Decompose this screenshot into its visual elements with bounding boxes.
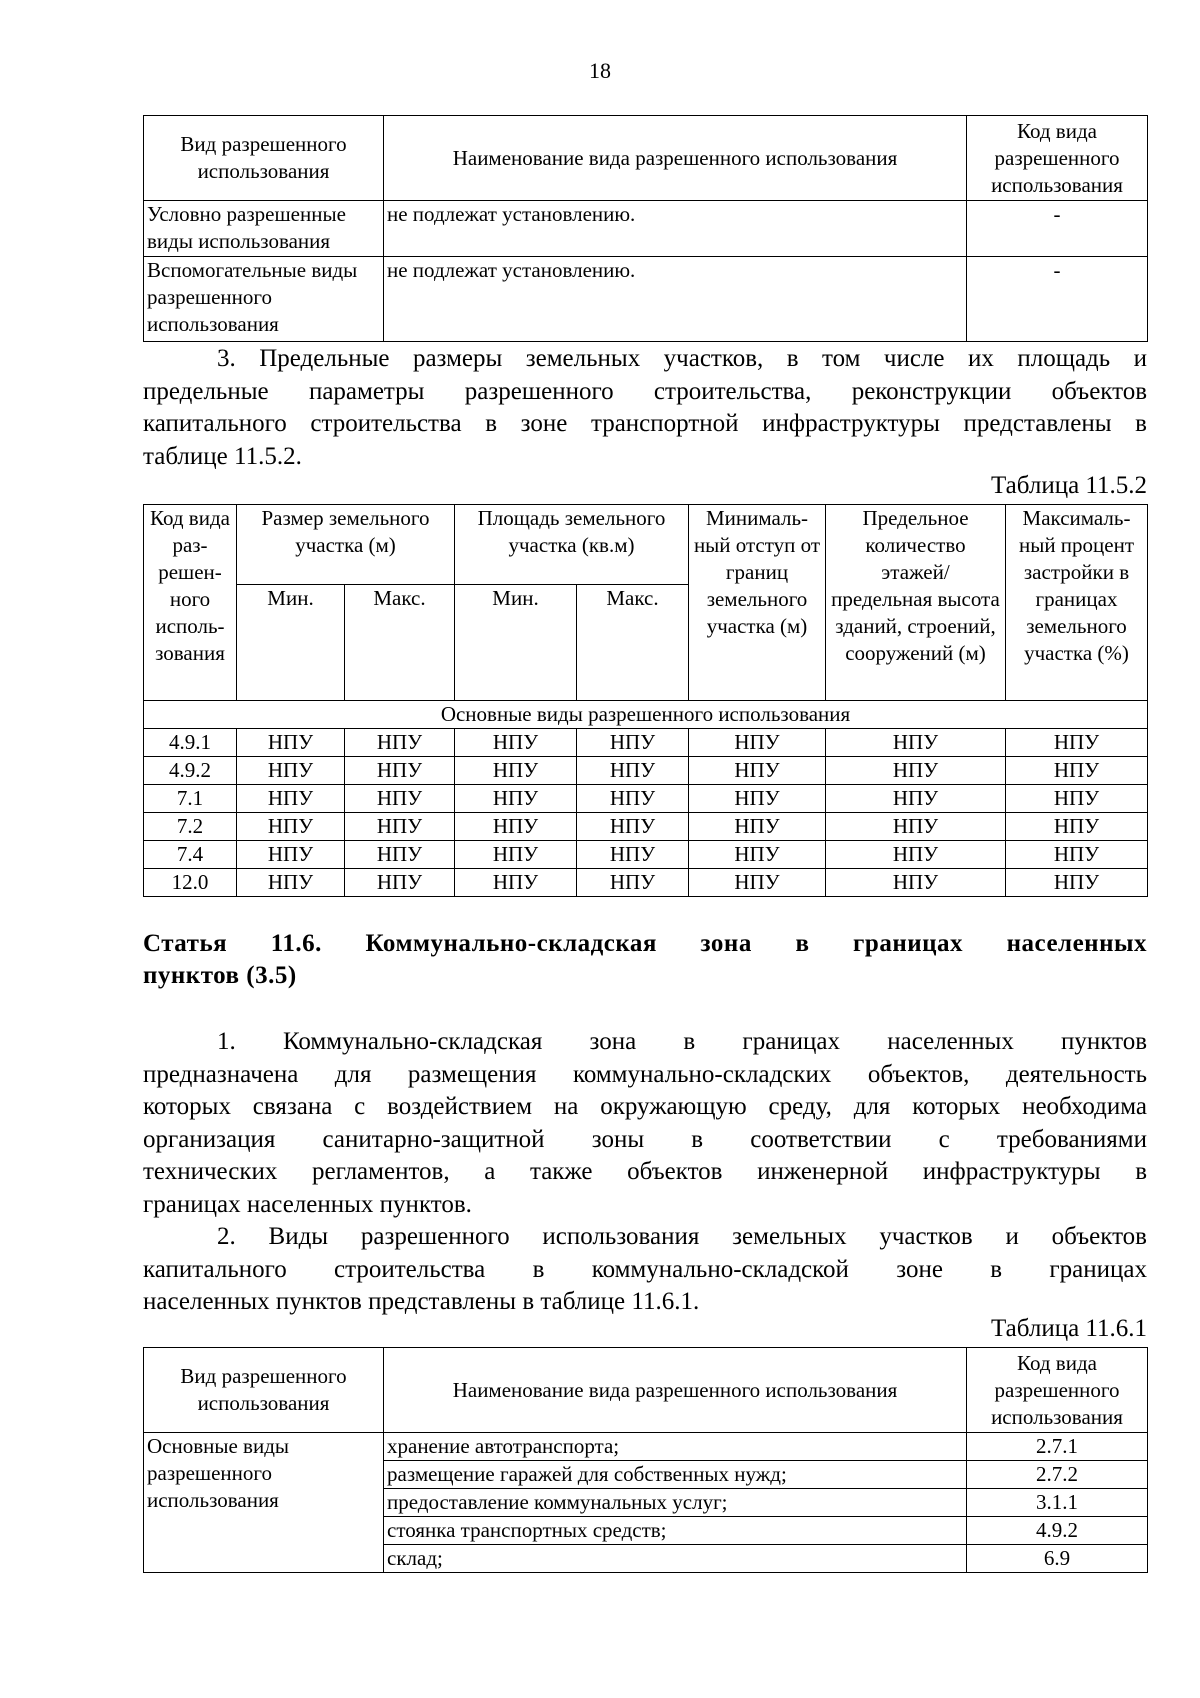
value-cell: НПУ <box>345 869 455 897</box>
value-cell: НПУ <box>826 841 1006 869</box>
heading-line: Статья 11.6. Коммунально-складская зона в границах населенных <box>143 930 1147 957</box>
table-row <box>144 729 1148 757</box>
article-heading <box>143 928 1147 992</box>
value-cell: НПУ <box>1006 869 1148 897</box>
text-line: таблице 11.5.2. <box>143 442 302 470</box>
text-line: капитального строительства в зоне транспортной инфраструктуры представлены в <box>143 410 1147 437</box>
value-cell: НПУ <box>826 813 1006 841</box>
use-kind-cell: Основные виды разрешенного использования <box>144 1433 384 1573</box>
table-row <box>144 201 1148 257</box>
table-caption-11-5-2: Таблица 11.5.2 <box>991 472 1147 499</box>
value-cell: НПУ <box>345 813 455 841</box>
value-cell: НПУ <box>1006 729 1148 757</box>
value-cell: НПУ <box>237 869 345 897</box>
header-use-code: Код вида разрешенного использования <box>967 116 1148 201</box>
heading-line: пунктов (3.5) <box>143 962 297 989</box>
value-cell: НПУ <box>455 813 577 841</box>
text-line: которых связана с воздействием на окружающую среду, для которых необходима <box>143 1093 1147 1120</box>
permitted-use-table-11-6-1 <box>143 1347 1148 1573</box>
value-cell: НПУ <box>345 729 455 757</box>
header-use-kind: Вид разрешенного использования <box>144 116 384 201</box>
value-cell: НПУ <box>455 869 577 897</box>
paragraph-3 <box>143 343 1147 473</box>
value-cell: НПУ <box>577 729 689 757</box>
value-cell: НПУ <box>577 869 689 897</box>
header-setback: Минималь-ный отступ от границ земельного участка (м) <box>689 505 826 701</box>
row-code-cell: 7.4 <box>144 841 237 869</box>
text-line: предельные параметры разрешенного строительства, реконструкции объектов <box>143 377 1147 405</box>
use-name-cell: не подлежат установлению. <box>384 257 967 342</box>
value-cell: НПУ <box>1006 813 1148 841</box>
text-line: технических регламентов, а также объектов инженерной инфраструктуры в <box>143 1158 1147 1185</box>
value-cell: НПУ <box>237 729 345 757</box>
value-cell: НПУ <box>826 729 1006 757</box>
section-title: Основные виды разрешенного использования <box>144 701 1148 729</box>
text-line: 1. Коммунально-складская зона в границах населенных пунктов <box>217 1028 1147 1055</box>
header-area-min: Мин. <box>455 585 577 701</box>
header-plot-size: Размер земельного участка (м) <box>237 505 455 585</box>
value-cell: НПУ <box>455 785 577 813</box>
header-use-kind: Вид разрешенного использования <box>144 1348 384 1433</box>
page-number: 18 <box>589 58 611 83</box>
header-use-code: Код вида разрешенного использования <box>967 1348 1148 1433</box>
value-cell: НПУ <box>689 869 826 897</box>
value-cell: НПУ <box>577 785 689 813</box>
use-code-cell: 6.9 <box>967 1545 1148 1573</box>
value-cell: НПУ <box>1006 785 1148 813</box>
value-cell: НПУ <box>689 785 826 813</box>
use-name-cell: не подлежат установлению. <box>384 201 967 257</box>
table-row <box>144 813 1148 841</box>
row-code-cell: 4.9.2 <box>144 757 237 785</box>
header-use-name: Наименование вида разрешенного использования <box>384 116 967 201</box>
use-code-cell: 2.7.2 <box>967 1461 1148 1489</box>
text-line: организация санитарно-защитной зоны в соответствии с требованиями <box>143 1125 1147 1153</box>
plot-parameters-table <box>143 504 1148 897</box>
table-row <box>144 841 1148 869</box>
value-cell: НПУ <box>345 785 455 813</box>
header-use-name: Наименование вида разрешенного использования <box>384 1348 967 1433</box>
header-floors: Предельное количество этажей/ предельная высота зданий, строений, сооружений (м) <box>826 505 1006 701</box>
use-name-cell: хранение автотранспорта; <box>384 1433 967 1461</box>
use-name-cell: предоставление коммунальных услуг; <box>384 1489 967 1517</box>
value-cell: НПУ <box>577 813 689 841</box>
table-row <box>144 257 1148 342</box>
value-cell: НПУ <box>689 841 826 869</box>
text-line: 2. Виды разрешенного использования земельных участков и объектов <box>217 1223 1147 1250</box>
header-size-min: Мин. <box>237 585 345 701</box>
value-cell: НПУ <box>455 729 577 757</box>
table-row <box>144 757 1148 785</box>
use-kind-cell: Условно разрешенные виды использования <box>144 201 384 257</box>
header-plot-area: Площадь земельного участка (кв.м) <box>455 505 689 585</box>
value-cell: НПУ <box>826 785 1006 813</box>
value-cell: НПУ <box>345 757 455 785</box>
row-code-cell: 4.9.1 <box>144 729 237 757</box>
value-cell: НПУ <box>689 813 826 841</box>
text-line: капитального строительства в коммунально-складской зоне в границах <box>143 1255 1147 1283</box>
row-code-cell: 7.1 <box>144 785 237 813</box>
use-code-cell: 3.1.1 <box>967 1489 1148 1517</box>
header-size-max: Макс. <box>345 585 455 701</box>
row-code-cell: 7.2 <box>144 813 237 841</box>
use-code-cell: - <box>967 257 1148 342</box>
use-name-cell: размещение гаражей для собственных нужд; <box>384 1461 967 1489</box>
value-cell: НПУ <box>455 841 577 869</box>
value-cell: НПУ <box>237 813 345 841</box>
table-row <box>144 785 1148 813</box>
value-cell: НПУ <box>455 757 577 785</box>
text-line: границах населенных пунктов. <box>143 1190 472 1218</box>
value-cell: НПУ <box>237 785 345 813</box>
use-code-cell: - <box>967 201 1148 257</box>
row-code-cell: 12.0 <box>144 869 237 897</box>
value-cell: НПУ <box>237 841 345 869</box>
use-name-cell: склад; <box>384 1545 967 1573</box>
text-line: населенных пунктов представлены в таблице 11.6.1. <box>143 1288 700 1315</box>
permitted-use-table-continued <box>143 115 1148 342</box>
text-line: предназначена для размещения коммунально-складских объектов, деятельность <box>143 1060 1147 1088</box>
value-cell: НПУ <box>826 757 1006 785</box>
header-coverage: Максималь-ный процент застройки в границах земельного участка (%) <box>1006 505 1148 701</box>
header-area-max: Макс. <box>577 585 689 701</box>
value-cell: НПУ <box>1006 841 1148 869</box>
value-cell: НПУ <box>237 757 345 785</box>
value-cell: НПУ <box>345 841 455 869</box>
use-code-cell: 4.9.2 <box>967 1517 1148 1545</box>
table-caption-11-6-1: Таблица 11.6.1 <box>991 1315 1147 1342</box>
table-row <box>144 869 1148 897</box>
value-cell: НПУ <box>689 757 826 785</box>
value-cell: НПУ <box>689 729 826 757</box>
header-code: Код вида раз-решен-ного исполь-зования <box>144 505 237 701</box>
value-cell: НПУ <box>577 757 689 785</box>
value-cell: НПУ <box>1006 757 1148 785</box>
use-name-cell: стоянка транспортных средств; <box>384 1517 967 1545</box>
table-row <box>144 1433 1148 1461</box>
text-line: 3. Предельные размеры земельных участков, в том числе их площадь и <box>217 345 1147 372</box>
value-cell: НПУ <box>577 841 689 869</box>
use-kind-cell: Вспомогательные виды разрешенного использования <box>144 257 384 342</box>
use-code-cell: 2.7.1 <box>967 1433 1148 1461</box>
value-cell: НПУ <box>826 869 1006 897</box>
article-paragraph-1 <box>143 1026 1147 1319</box>
